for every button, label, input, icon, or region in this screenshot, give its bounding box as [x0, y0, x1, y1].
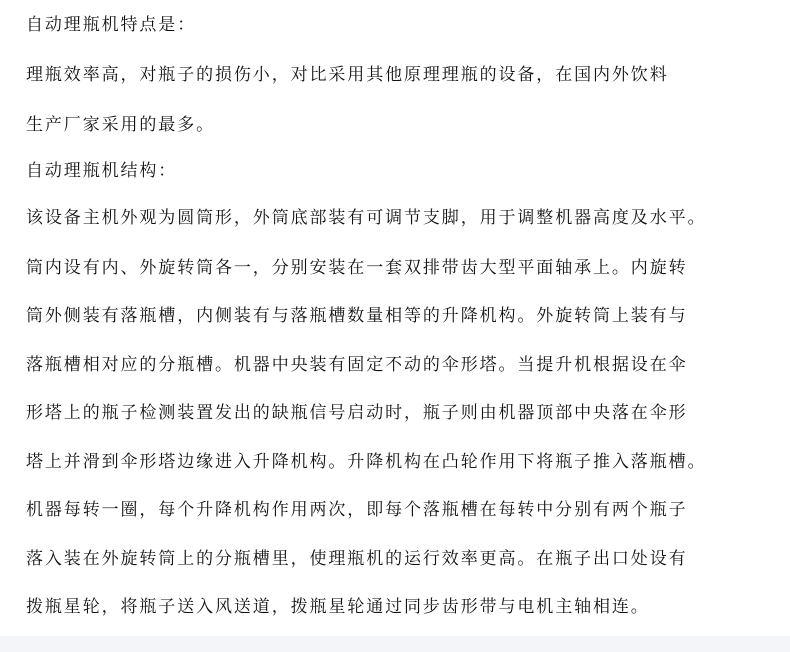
paragraph-line: 拨瓶星轮，将瓶子送入风送道，拨瓶星轮通过同步齿形带与电机主轴相连。 [26, 597, 650, 617]
paragraph-line: 理瓶效率高，对瓶子的损伤小，对比采用其他原理理瓶的设备，在国内外饮料 [26, 65, 669, 85]
paragraph-line: 该设备主机外观为圆筒形，外筒底部装有可调节支脚，用于调整机器高度及水平。 [26, 208, 707, 228]
heading-structure: 自动理瓶机结构： [26, 161, 178, 181]
paragraph-line: 生产厂家采用的最多。 [26, 115, 215, 135]
paragraph-line: 塔上并滑到伞形塔边缘进入升降机构。升降机构在凸轮作用下将瓶子推入落瓶槽。 [26, 452, 707, 472]
paragraph-line: 形塔上的瓶子检测装置发出的缺瓶信号启动时，瓶子则由机器顶部中央落在伞形 [26, 403, 688, 423]
paragraph-line: 筒内设有内、外旋转筒各一，分别安装在一套双排带齿大型平面轴承上。内旋转 [26, 258, 688, 278]
heading-features: 自动理瓶机特点是： [26, 15, 197, 35]
paragraph-line: 机器每转一圈，每个升降机构作用两次，即每个落瓶槽在每转中分别有两个瓶子 [26, 500, 688, 520]
paragraph-line: 筒外侧装有落瓶槽，内侧装有与落瓶槽数量相等的升降机构。外旋转筒上装有与 [26, 306, 688, 326]
paragraph-line: 落入装在外旋转筒上的分瓶槽里，使理瓶机的运行效率更高。在瓶子出口处设有 [26, 549, 688, 569]
paragraph-line: 落瓶槽相对应的分瓶槽。机器中央装有固定不动的伞形塔。当提升机根据设在伞 [26, 355, 688, 375]
